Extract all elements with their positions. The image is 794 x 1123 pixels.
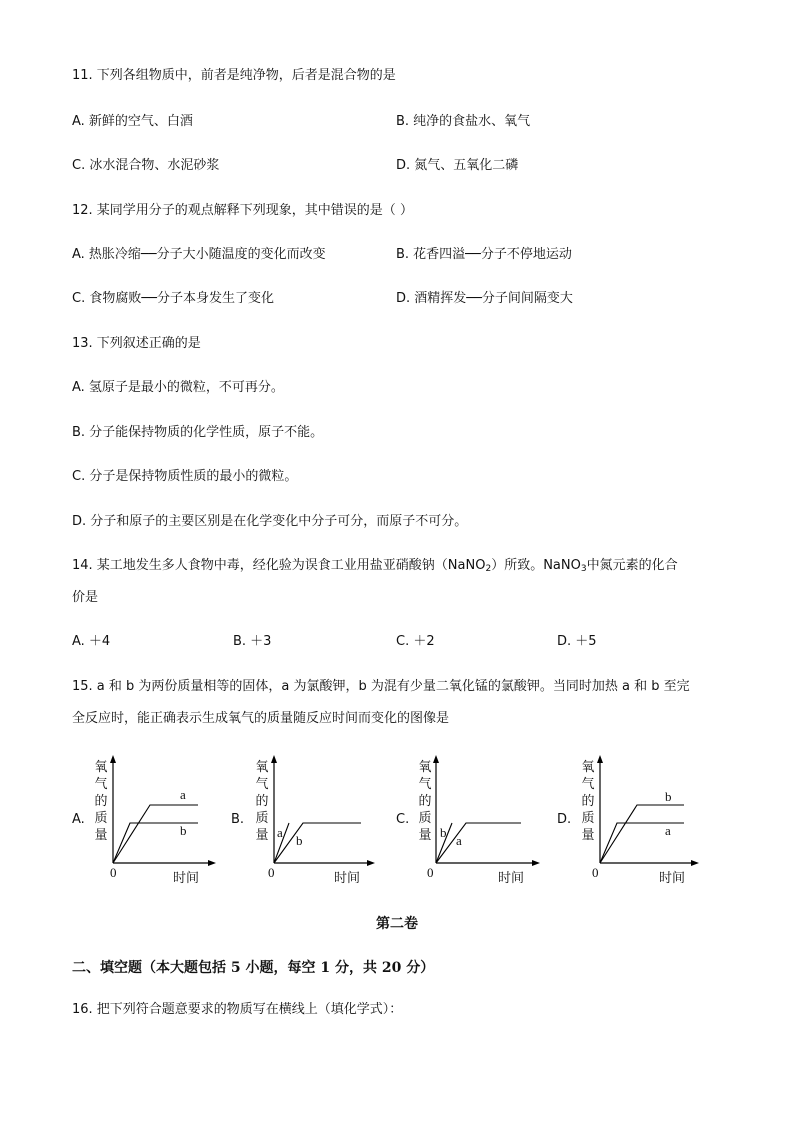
graph-option-label: C.	[396, 812, 410, 827]
ylabel-char: 的	[255, 794, 269, 809]
ylabel-char: 气	[418, 777, 432, 792]
ylabel-char: 质	[418, 811, 432, 826]
ylabel-char: 的	[418, 794, 432, 809]
q15-graph-d	[557, 755, 707, 885]
ylabel-char: 氧	[418, 760, 432, 775]
y-axis-arrow	[271, 755, 277, 763]
ylabel-char: 氧	[581, 760, 595, 775]
x-axis-arrow	[367, 860, 375, 866]
ylabel-char: 质	[581, 811, 595, 826]
q12-option-d: D. 酒精挥发──分子间间隔变大	[396, 291, 573, 306]
graph-option-label: D.	[557, 812, 572, 827]
q11-option-c: C. 冰水混合物、水泥砂浆	[72, 158, 220, 173]
q14-stem-part2: ）所致。NaNO	[491, 558, 581, 573]
graph-xlabel: 时间	[659, 871, 686, 886]
q15-stem-line1: 15. a 和 b 为两份质量相等的固体，a 为氯酸钾，b 为混有少量二氧化锰的氯酸钾。当同时加热 a 和 b 至完	[72, 679, 690, 694]
ylabel-char: 氧	[94, 760, 108, 775]
graph-axes-plot	[231, 755, 381, 885]
ylabel-char: 气	[94, 777, 108, 792]
q13-option-c: C. 分子是保持物质性质的最小的微粒。	[72, 469, 298, 484]
q12-option-b: B. 花香四溢──分子不停地运动	[396, 247, 572, 262]
y-axis-arrow	[433, 755, 439, 763]
x-axis-arrow	[691, 860, 699, 866]
part2-title: 第二卷	[376, 916, 418, 932]
y-axis-arrow	[110, 755, 116, 763]
curve-label-a: a	[277, 825, 283, 840]
q14-stem	[72, 558, 678, 577]
curve-label-a: a	[180, 787, 186, 802]
q14-stem-part1: 14. 某工地发生多人食物中毒，经化验为误食工业用盐亚硝酸钠（NaNO	[72, 558, 486, 573]
q12-option-a: A. 热胀冷缩──分子大小随温度的变化而改变	[72, 247, 326, 262]
ylabel-char: 氧	[255, 760, 269, 775]
ylabel-char: 质	[94, 811, 108, 826]
section2-title: 二、填空题（本大题包括 5 小题，每空 1 分，共 20 分）	[72, 960, 435, 976]
q16-stem: 16. 把下列符合题意要求的物质写在横线上（填化学式）：	[72, 1002, 403, 1017]
q14-stem-line2: 价是	[72, 590, 99, 605]
q13-stem: 13. 下列叙述正确的是	[72, 336, 201, 351]
ylabel-char: 质	[255, 811, 269, 826]
q12-stem: 12. 某同学用分子的观点解释下列现象，其中错误的是（ ）	[72, 203, 413, 218]
graph-xlabel: 时间	[498, 871, 525, 886]
q11-option-a: A. 新鲜的空气、白酒	[72, 114, 193, 129]
q13-option-d: D. 分子和原子的主要区别是在化学变化中分子可分，而原子不可分。	[72, 514, 468, 529]
curve-label-b: b	[180, 823, 187, 838]
curve-label-a: a	[665, 823, 671, 838]
curve-label-b: b	[665, 789, 672, 804]
graph-axes-plot	[557, 755, 707, 885]
q14-subscript-1: 2	[485, 564, 492, 574]
x-axis-arrow	[208, 860, 216, 866]
q15-graph-c	[396, 755, 546, 885]
q11-option-b: B. 纯净的食盐水、氧气	[396, 114, 531, 129]
graph-axes-plot	[72, 755, 222, 885]
q12-option-c: C. 食物腐败──分子本身发生了变化	[72, 291, 274, 306]
q11-stem: 11. 下列各组物质中，前者是纯净物，后者是混合物的是	[72, 68, 396, 83]
ylabel-char: 气	[255, 777, 269, 792]
q11-option-d: D. 氮气、五氧化二磷	[396, 158, 519, 173]
graph-origin: 0	[268, 865, 275, 880]
q14-option-c: C. ＋2	[396, 634, 435, 649]
q14-subscript-2: 3	[580, 564, 587, 574]
q14-option-b: B. ＋3	[233, 634, 272, 649]
curve-label-b: b	[440, 825, 447, 840]
ylabel-char: 量	[581, 828, 595, 843]
q15-graph-b	[231, 755, 381, 885]
curve-label-b: b	[296, 833, 303, 848]
ylabel-char: 的	[581, 794, 595, 809]
ylabel-char: 量	[94, 828, 108, 843]
curve-label-a: a	[456, 833, 462, 848]
q13-option-a: A. 氢原子是最小的微粒，不可再分。	[72, 380, 284, 395]
graph-xlabel: 时间	[334, 871, 361, 886]
q14-stem-part3: 中氮元素的化合	[586, 558, 678, 573]
graph-origin: 0	[592, 865, 599, 880]
ylabel-char: 的	[94, 794, 108, 809]
y-axis-arrow	[597, 755, 603, 763]
q15-stem-line2: 全反应时，能正确表示生成氧气的质量随反应时间而变化的图像是	[72, 711, 450, 726]
x-axis-arrow	[532, 860, 540, 866]
graph-xlabel: 时间	[173, 871, 200, 886]
q13-option-b: B. 分子能保持物质的化学性质，原子不能。	[72, 425, 324, 440]
graph-origin: 0	[110, 865, 117, 880]
q15-graph-a	[72, 755, 222, 885]
graph-origin: 0	[427, 865, 434, 880]
ylabel-char: 量	[418, 828, 432, 843]
ylabel-char: 量	[255, 828, 269, 843]
curve-a	[436, 823, 521, 863]
graph-axes-plot	[396, 755, 546, 885]
q14-option-a: A. ＋4	[72, 634, 111, 649]
graph-option-label: A.	[72, 812, 85, 827]
graph-option-label: B.	[231, 812, 245, 827]
q14-option-d: D. ＋5	[557, 634, 597, 649]
ylabel-char: 气	[581, 777, 595, 792]
